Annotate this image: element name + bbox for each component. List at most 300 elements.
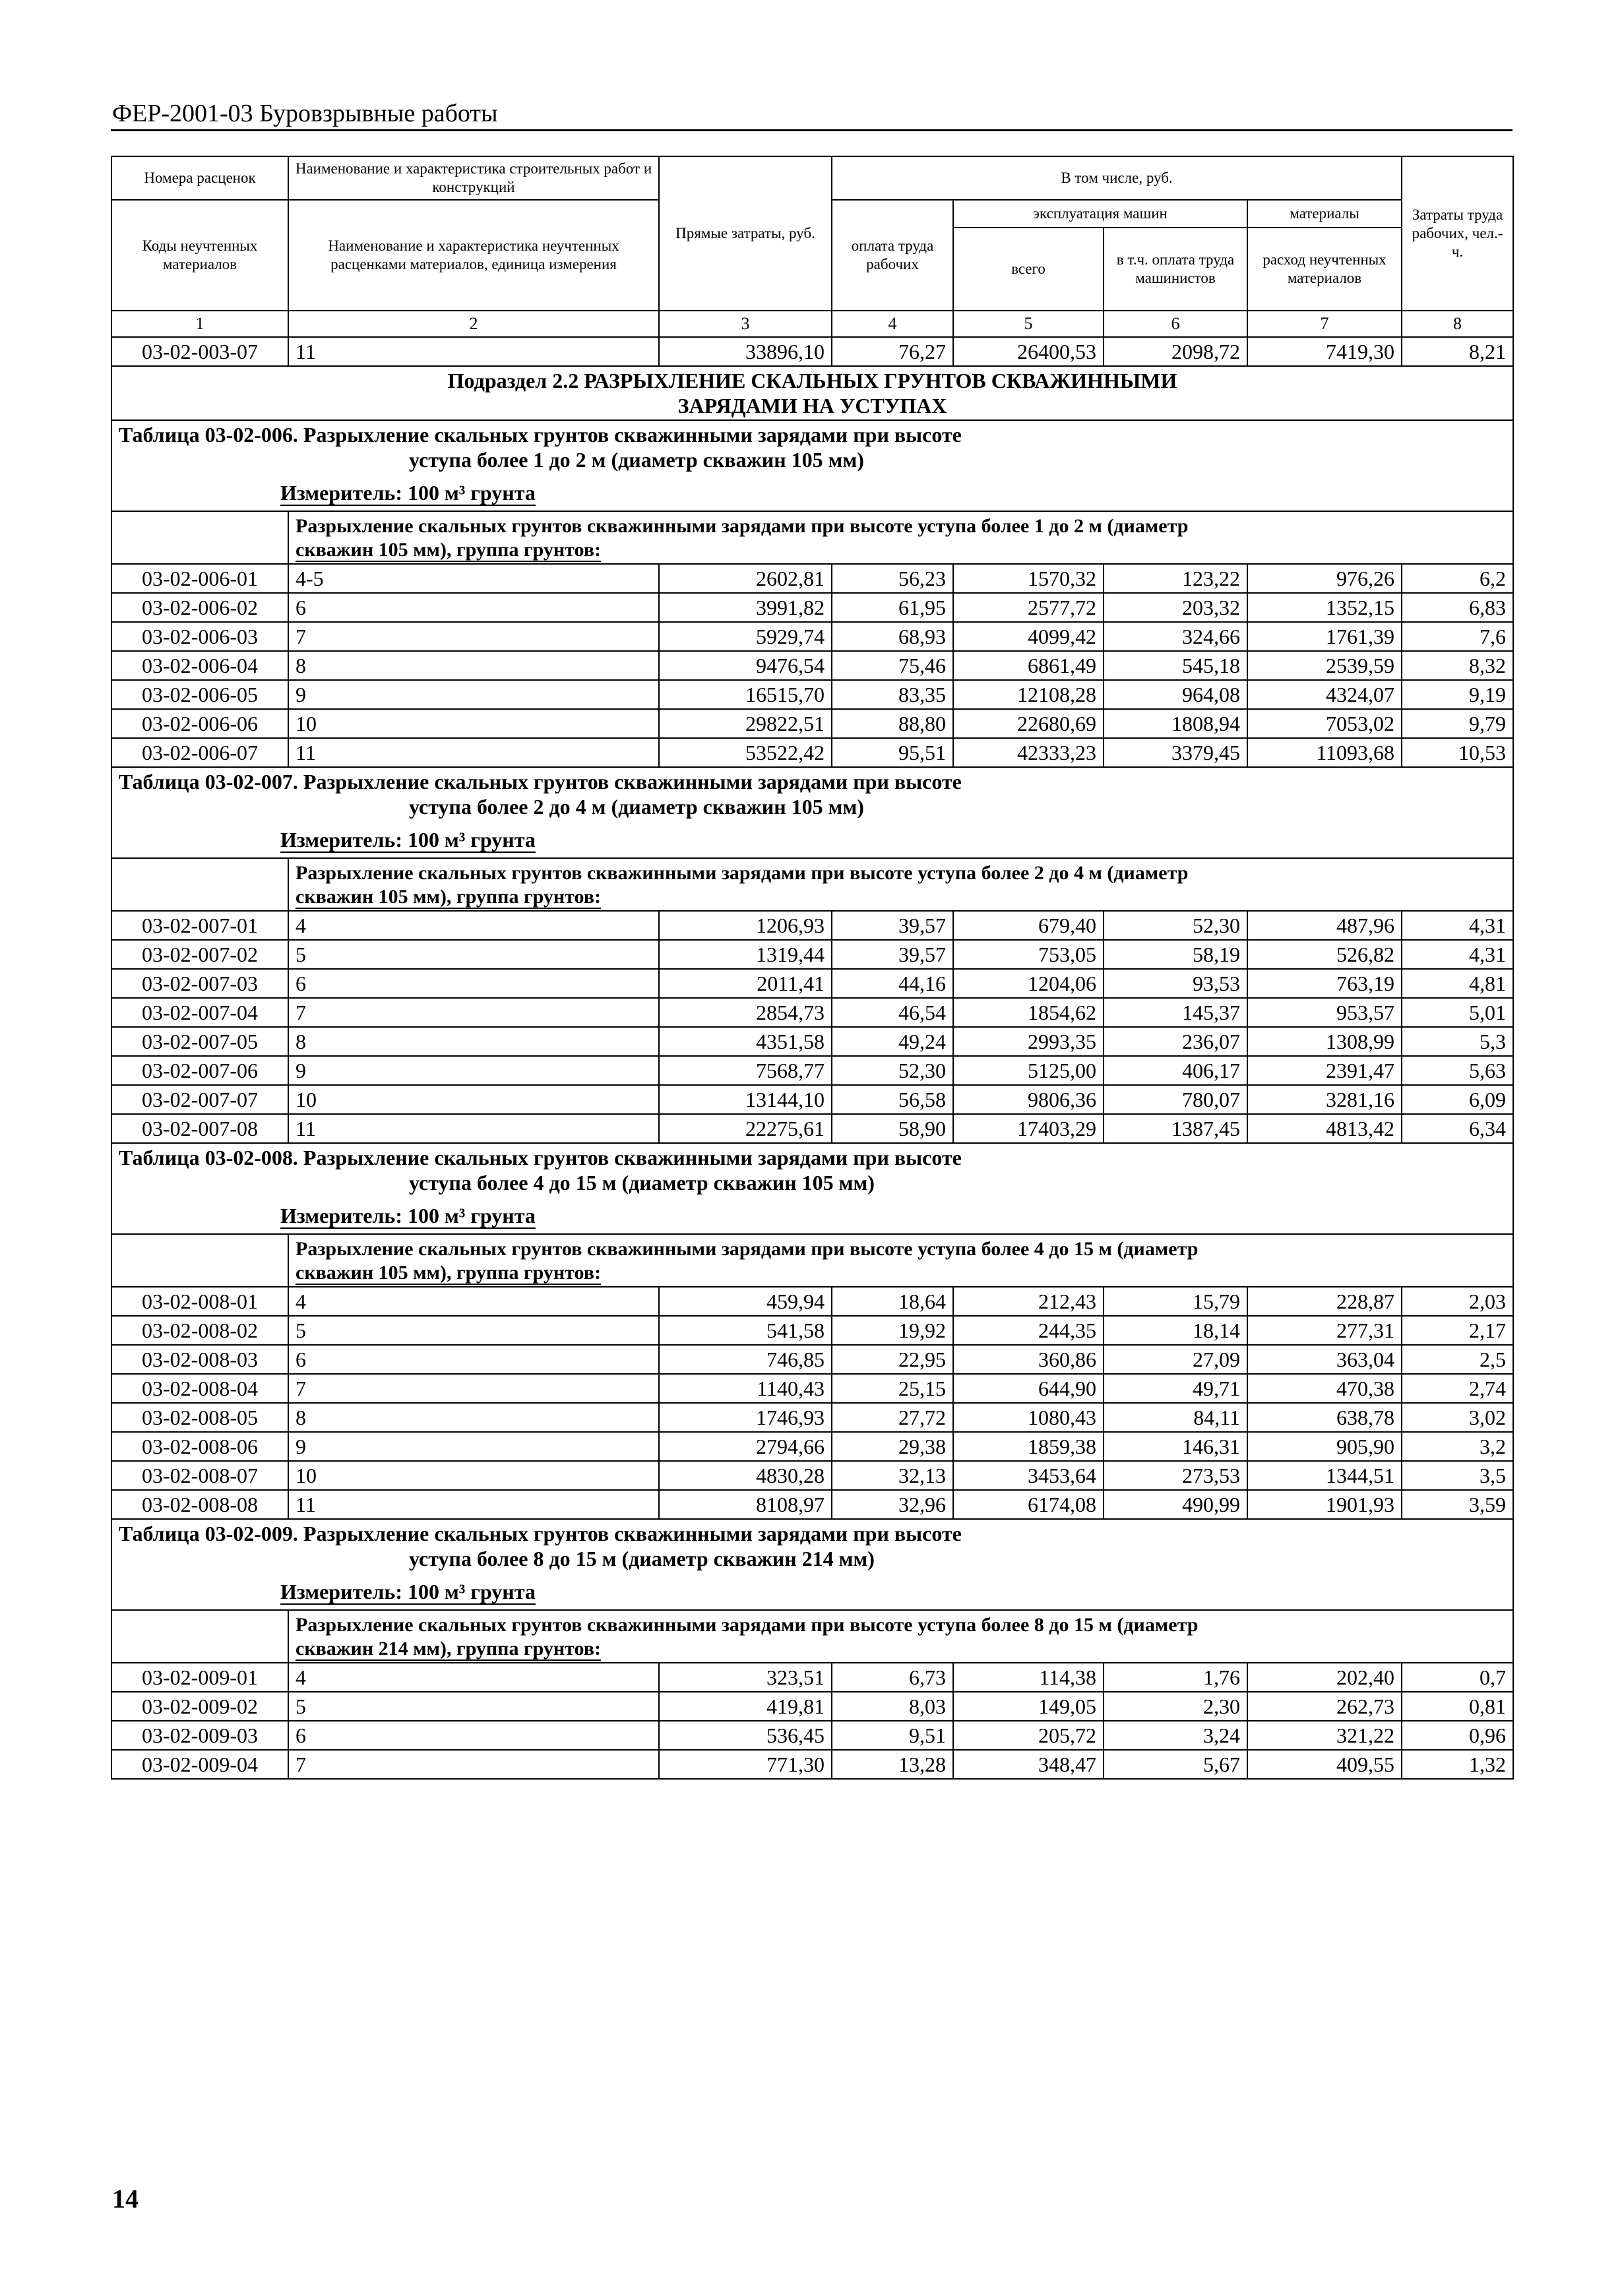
table-title-row xyxy=(111,1519,1513,1610)
table-row xyxy=(111,651,1513,680)
header-labor-costs: Затраты труда рабочих, чел.-ч. xyxy=(1402,156,1513,311)
cell-soil-group: 6 xyxy=(288,969,659,998)
cell-machine-total: 679,40 xyxy=(953,911,1104,940)
cell-labor-hours: 2,74 xyxy=(1402,1374,1513,1403)
cell-direct-costs: 771,30 xyxy=(659,1750,832,1779)
cell-soil-group: 10 xyxy=(288,1461,659,1490)
measure-label: Измеритель: xyxy=(280,1580,408,1603)
group-description xyxy=(288,1610,1513,1663)
cell-materials: 976,26 xyxy=(1247,564,1402,593)
cell-rate-code: 03-02-009-02 xyxy=(111,1692,288,1721)
column-number: 3 xyxy=(659,311,832,337)
cell-machine-total: 1570,32 xyxy=(953,564,1104,593)
cell-labor-hours: 6,34 xyxy=(1402,1114,1513,1143)
column-number: 6 xyxy=(1104,311,1247,337)
table-title-line: уступа более 2 до 4 м (диаметр скважин 105 мм) xyxy=(409,795,864,819)
cell-rate-code: 03-02-008-01 xyxy=(111,1287,288,1316)
cell-soil-group: 7 xyxy=(288,998,659,1027)
cell-labor-hours: 3,59 xyxy=(1402,1490,1513,1519)
cell-labor-hours: 5,3 xyxy=(1402,1027,1513,1056)
cell-machine-total: 2993,35 xyxy=(953,1027,1104,1056)
rates-table xyxy=(111,156,1514,1780)
cell-machine-total: 644,90 xyxy=(953,1374,1104,1403)
cell-soil-group: 9 xyxy=(288,1056,659,1085)
cell-machine-total: 6174,08 xyxy=(953,1490,1104,1519)
column-number: 4 xyxy=(832,311,953,337)
cell-direct-costs: 5929,74 xyxy=(659,622,832,651)
group-line: Разрыхление скальных грунтов скважинными зарядами при высоте уступа более 1 до 2 м (диаметр xyxy=(296,515,1189,537)
table-title-line: Таблица 03-02-006. Разрыхление скальных грунтов скважинными зарядами при высоте xyxy=(119,423,962,447)
group-description xyxy=(288,511,1513,564)
cell-soil-group: 5 xyxy=(288,940,659,969)
table-row xyxy=(111,1490,1513,1519)
cell-rate-code: 03-02-009-01 xyxy=(111,1663,288,1692)
cell-materials: 363,04 xyxy=(1247,1345,1402,1374)
cell-machine-total: 6861,49 xyxy=(953,651,1104,680)
cell-materials: 2539,59 xyxy=(1247,651,1402,680)
cell-machine-total: 149,05 xyxy=(953,1692,1104,1721)
cell-labor-hours: 8,32 xyxy=(1402,651,1513,680)
cell-labor-hours: 10,53 xyxy=(1402,738,1513,767)
cell-operator-pay: 27,09 xyxy=(1104,1345,1247,1374)
cell-materials: 1308,99 xyxy=(1247,1027,1402,1056)
cell-materials: 3281,16 xyxy=(1247,1085,1402,1114)
table-row xyxy=(111,680,1513,709)
cell-direct-costs: 459,94 xyxy=(659,1287,832,1316)
cell-labor-hours: 8,21 xyxy=(1402,337,1513,366)
cell-direct-costs: 13144,10 xyxy=(659,1085,832,1114)
cell-machine-total: 2577,72 xyxy=(953,593,1104,622)
cell-rate-code: 03-02-009-04 xyxy=(111,1750,288,1779)
table-title xyxy=(111,420,1513,511)
cell-direct-costs: 4351,58 xyxy=(659,1027,832,1056)
cell-rate-code: 03-02-006-02 xyxy=(111,593,288,622)
group-row-spacer xyxy=(111,1234,288,1287)
cell-direct-costs: 536,45 xyxy=(659,1721,832,1750)
cell-worker-pay: 32,13 xyxy=(832,1461,953,1490)
header-operator-pay: в т.ч. оплата труда машинистов xyxy=(1104,228,1247,311)
group-line: скважин 214 мм), группа грунтов: xyxy=(296,1638,601,1660)
table-row xyxy=(111,1663,1513,1692)
measure-value: 100 м³ грунта xyxy=(407,481,536,505)
measure-label: Измеритель: xyxy=(280,1204,408,1227)
cell-labor-hours: 4,81 xyxy=(1402,969,1513,998)
cell-materials: 953,57 xyxy=(1247,998,1402,1027)
cell-direct-costs: 3991,82 xyxy=(659,593,832,622)
cell-worker-pay: 18,64 xyxy=(832,1287,953,1316)
cell-materials: 11093,68 xyxy=(1247,738,1402,767)
header-machine-exploitation: эксплуатация машин xyxy=(953,200,1247,228)
measure-unit xyxy=(119,472,1506,509)
cell-operator-pay: 1,76 xyxy=(1104,1663,1247,1692)
cell-rate-code: 03-02-007-02 xyxy=(111,940,288,969)
table-title-line: уступа более 4 до 15 м (диаметр скважин 105 мм) xyxy=(409,1171,875,1195)
cell-worker-pay: 22,95 xyxy=(832,1345,953,1374)
cell-direct-costs: 2011,41 xyxy=(659,969,832,998)
cell-soil-group: 5 xyxy=(288,1692,659,1721)
measure-label: Измеритель: xyxy=(280,481,408,505)
cell-machine-total: 114,38 xyxy=(953,1663,1104,1692)
cell-worker-pay: 61,95 xyxy=(832,593,953,622)
group-line: скважин 105 мм), группа грунтов: xyxy=(296,886,601,908)
cell-direct-costs: 29822,51 xyxy=(659,709,832,738)
table-title-line: Таблица 03-02-009. Разрыхление скальных грунтов скважинными зарядами при высоте xyxy=(119,1522,962,1545)
column-number: 2 xyxy=(288,311,659,337)
cell-soil-group: 4 xyxy=(288,1663,659,1692)
table-row xyxy=(111,1114,1513,1143)
cell-rate-code: 03-02-008-04 xyxy=(111,1374,288,1403)
cell-labor-hours: 7,6 xyxy=(1402,622,1513,651)
cell-materials: 4324,07 xyxy=(1247,680,1402,709)
cell-worker-pay: 68,93 xyxy=(832,622,953,651)
table-row xyxy=(111,998,1513,1027)
cell-labor-hours: 9,19 xyxy=(1402,680,1513,709)
measure-unit xyxy=(119,1195,1506,1232)
cell-worker-pay: 95,51 xyxy=(832,738,953,767)
running-head-rule xyxy=(111,129,1513,131)
cell-soil-group: 4 xyxy=(288,1287,659,1316)
table-row xyxy=(111,969,1513,998)
cell-labor-hours: 4,31 xyxy=(1402,911,1513,940)
header-material-codes: Коды неучтенных материалов xyxy=(111,200,288,311)
group-row-spacer xyxy=(111,858,288,911)
cell-worker-pay: 39,57 xyxy=(832,911,953,940)
cell-operator-pay: 1387,45 xyxy=(1104,1114,1247,1143)
cell-worker-pay: 32,96 xyxy=(832,1490,953,1519)
table-row xyxy=(111,1432,1513,1461)
cell-materials: 7419,30 xyxy=(1247,337,1402,366)
table-title-line: уступа более 1 до 2 м (диаметр скважин 105 мм) xyxy=(409,448,864,472)
cell-materials: 470,38 xyxy=(1247,1374,1402,1403)
cell-rate-code: 03-02-008-03 xyxy=(111,1345,288,1374)
group-row xyxy=(111,511,1513,564)
cell-direct-costs: 8108,97 xyxy=(659,1490,832,1519)
cell-machine-total: 205,72 xyxy=(953,1721,1104,1750)
group-row xyxy=(111,858,1513,911)
cell-rate-code: 03-02-006-03 xyxy=(111,622,288,651)
cell-materials: 262,73 xyxy=(1247,1692,1402,1721)
cell-worker-pay: 8,03 xyxy=(832,1692,953,1721)
cell-direct-costs: 2794,66 xyxy=(659,1432,832,1461)
cell-soil-group: 6 xyxy=(288,1345,659,1374)
cell-labor-hours: 9,79 xyxy=(1402,709,1513,738)
cell-direct-costs: 53522,42 xyxy=(659,738,832,767)
cell-soil-group: 11 xyxy=(288,1490,659,1519)
cell-materials: 1901,93 xyxy=(1247,1490,1402,1519)
group-description xyxy=(288,1234,1513,1287)
cell-operator-pay: 52,30 xyxy=(1104,911,1247,940)
measure-value: 100 м³ грунта xyxy=(407,1204,536,1227)
cell-materials: 202,40 xyxy=(1247,1663,1402,1692)
table-row xyxy=(111,1750,1513,1779)
cell-labor-hours: 0,96 xyxy=(1402,1721,1513,1750)
cell-worker-pay: 46,54 xyxy=(832,998,953,1027)
cell-soil-group: 7 xyxy=(288,1374,659,1403)
measure-unit xyxy=(119,819,1506,856)
cell-soil-group: 9 xyxy=(288,1432,659,1461)
cell-rate-code: 03-02-008-05 xyxy=(111,1403,288,1432)
cell-machine-total: 244,35 xyxy=(953,1316,1104,1345)
cell-operator-pay: 145,37 xyxy=(1104,998,1247,1027)
cell-labor-hours: 2,03 xyxy=(1402,1287,1513,1316)
cell-labor-hours: 0,7 xyxy=(1402,1663,1513,1692)
cell-soil-group: 11 xyxy=(288,1114,659,1143)
cell-worker-pay: 19,92 xyxy=(832,1316,953,1345)
cell-rate-code: 03-02-003-07 xyxy=(111,337,288,366)
table-row xyxy=(111,940,1513,969)
cell-operator-pay: 1808,94 xyxy=(1104,709,1247,738)
cell-operator-pay: 203,32 xyxy=(1104,593,1247,622)
header-material-name: Наименование и характеристика неучтенных расценками материалов, единица измерения xyxy=(288,200,659,311)
cell-labor-hours: 2,5 xyxy=(1402,1345,1513,1374)
cell-rate-code: 03-02-008-02 xyxy=(111,1316,288,1345)
cell-soil-group: 8 xyxy=(288,651,659,680)
cell-worker-pay: 44,16 xyxy=(832,969,953,998)
table-row xyxy=(111,1461,1513,1490)
cell-soil-group: 6 xyxy=(288,1721,659,1750)
cell-rate-code: 03-02-006-05 xyxy=(111,680,288,709)
table-title xyxy=(111,1143,1513,1234)
cell-labor-hours: 3,02 xyxy=(1402,1403,1513,1432)
table-row xyxy=(111,709,1513,738)
cell-operator-pay: 545,18 xyxy=(1104,651,1247,680)
cell-direct-costs: 2602,81 xyxy=(659,564,832,593)
table-title-line: Таблица 03-02-008. Разрыхление скальных грунтов скважинными зарядами при высоте xyxy=(119,1146,962,1169)
cell-worker-pay: 56,23 xyxy=(832,564,953,593)
cell-direct-costs: 4830,28 xyxy=(659,1461,832,1490)
group-line: Разрыхление скальных грунтов скважинными зарядами при высоте уступа более 2 до 4 м (диаметр xyxy=(296,862,1189,884)
cell-worker-pay: 25,15 xyxy=(832,1374,953,1403)
cell-labor-hours: 6,09 xyxy=(1402,1085,1513,1114)
table-row xyxy=(111,1085,1513,1114)
cell-materials: 228,87 xyxy=(1247,1287,1402,1316)
measure-value: 100 м³ грунта xyxy=(407,1580,536,1603)
cell-machine-total: 1204,06 xyxy=(953,969,1104,998)
subsection-title: Подраздел 2.2 РАЗРЫХЛЕНИЕ СКАЛЬНЫХ ГРУНТОВ СКВАЖИННЫМИ ЗАРЯДАМИ НА УСТУПАХ xyxy=(111,366,1513,420)
cell-soil-group: 8 xyxy=(288,1027,659,1056)
cell-rate-code: 03-02-006-06 xyxy=(111,709,288,738)
header-row-1 xyxy=(111,156,1513,200)
cell-soil-group: 10 xyxy=(288,1085,659,1114)
group-line: Разрыхление скальных грунтов скважинными зарядами при высоте уступа более 4 до 15 м (диаметр xyxy=(296,1238,1199,1260)
group-line: скважин 105 мм), группа грунтов: xyxy=(296,1262,601,1284)
cell-soil-group: 11 xyxy=(288,738,659,767)
header-including: В том числе, руб. xyxy=(832,156,1402,200)
measure-unit-text xyxy=(280,828,536,853)
table-row xyxy=(111,1027,1513,1056)
group-description xyxy=(288,858,1513,911)
column-number: 5 xyxy=(953,311,1104,337)
cell-operator-pay: 324,66 xyxy=(1104,622,1247,651)
cell-rate-code: 03-02-007-01 xyxy=(111,911,288,940)
table-row xyxy=(111,622,1513,651)
measure-unit xyxy=(119,1571,1506,1608)
cell-rate-code: 03-02-007-03 xyxy=(111,969,288,998)
cell-direct-costs: 1140,43 xyxy=(659,1374,832,1403)
measure-unit-text xyxy=(280,1204,536,1229)
table-row xyxy=(111,1374,1513,1403)
table-title-line: уступа более 8 до 15 м (диаметр скважин 214 мм) xyxy=(409,1547,875,1570)
measure-label: Измеритель: xyxy=(280,828,408,852)
cell-worker-pay: 9,51 xyxy=(832,1721,953,1750)
cell-direct-costs: 7568,77 xyxy=(659,1056,832,1085)
cell-labor-hours: 0,81 xyxy=(1402,1692,1513,1721)
table-row xyxy=(111,1403,1513,1432)
cell-operator-pay: 2,30 xyxy=(1104,1692,1247,1721)
cell-soil-group: 5 xyxy=(288,1316,659,1345)
cell-rate-code: 03-02-006-01 xyxy=(111,564,288,593)
cell-rate-code: 03-02-007-04 xyxy=(111,998,288,1027)
cell-machine-total: 12108,28 xyxy=(953,680,1104,709)
cell-operator-pay: 5,67 xyxy=(1104,1750,1247,1779)
cell-labor-hours: 4,31 xyxy=(1402,940,1513,969)
cell-labor-hours: 2,17 xyxy=(1402,1316,1513,1345)
cell-materials: 2391,47 xyxy=(1247,1056,1402,1085)
table-row xyxy=(111,1721,1513,1750)
cell-direct-costs: 16515,70 xyxy=(659,680,832,709)
cell-machine-total: 5125,00 xyxy=(953,1056,1104,1085)
cell-operator-pay: 273,53 xyxy=(1104,1461,1247,1490)
column-number: 7 xyxy=(1247,311,1402,337)
cell-materials: 409,55 xyxy=(1247,1750,1402,1779)
cell-operator-pay: 93,53 xyxy=(1104,969,1247,998)
header-rate-numbers: Номера расценок xyxy=(111,156,288,200)
cell-labor-hours: 3,5 xyxy=(1402,1461,1513,1490)
cell-operator-pay: 3,24 xyxy=(1104,1721,1247,1750)
cell-rate-code: 03-02-008-07 xyxy=(111,1461,288,1490)
header-total: всего xyxy=(953,228,1104,311)
cell-worker-pay: 49,24 xyxy=(832,1027,953,1056)
measure-unit-text xyxy=(280,481,536,506)
cell-worker-pay: 75,46 xyxy=(832,651,953,680)
column-number: 8 xyxy=(1402,311,1513,337)
cell-direct-costs: 746,85 xyxy=(659,1345,832,1374)
cell-operator-pay: 123,22 xyxy=(1104,564,1247,593)
cell-operator-pay: 780,07 xyxy=(1104,1085,1247,1114)
cell-soil-group: 7 xyxy=(288,1750,659,1779)
table-title xyxy=(111,1519,1513,1610)
cell-rate-code: 03-02-007-06 xyxy=(111,1056,288,1085)
cell-direct-costs: 9476,54 xyxy=(659,651,832,680)
cell-rate-code: 03-02-006-04 xyxy=(111,651,288,680)
column-numbers-row xyxy=(111,311,1513,337)
cell-machine-total: 17403,29 xyxy=(953,1114,1104,1143)
cell-direct-costs: 1206,93 xyxy=(659,911,832,940)
cell-materials: 1344,51 xyxy=(1247,1461,1402,1490)
table-title xyxy=(111,767,1513,858)
cell-rate-code: 03-02-007-08 xyxy=(111,1114,288,1143)
table-title-row xyxy=(111,767,1513,858)
cell-worker-pay: 56,58 xyxy=(832,1085,953,1114)
table-row xyxy=(111,1316,1513,1345)
cell-rate-code: 03-02-008-06 xyxy=(111,1432,288,1461)
cell-worker-pay: 58,90 xyxy=(832,1114,953,1143)
cell-machine-total: 360,86 xyxy=(953,1345,1104,1374)
cell-operator-pay: 18,14 xyxy=(1104,1316,1247,1345)
cell-labor-hours: 1,32 xyxy=(1402,1750,1513,1779)
cell-soil-group: 10 xyxy=(288,709,659,738)
cell-rate-code: 03-02-007-07 xyxy=(111,1085,288,1114)
table-row xyxy=(111,1287,1513,1316)
cell-rate-code: 03-02-007-05 xyxy=(111,1027,288,1056)
cell-rate-code: 03-02-006-07 xyxy=(111,738,288,767)
header-worker-pay: оплата труда рабочих xyxy=(832,200,953,311)
cell-materials: 905,90 xyxy=(1247,1432,1402,1461)
page-number: 14 xyxy=(112,2184,139,2214)
table-title-row xyxy=(111,1143,1513,1234)
cell-operator-pay: 58,19 xyxy=(1104,940,1247,969)
cell-direct-costs: 419,81 xyxy=(659,1692,832,1721)
group-line: скважин 105 мм), группа грунтов: xyxy=(296,539,601,561)
cell-direct-costs: 1319,44 xyxy=(659,940,832,969)
cell-machine-total: 26400,53 xyxy=(953,337,1104,366)
cell-operator-pay: 3379,45 xyxy=(1104,738,1247,767)
cell-machine-total: 1854,62 xyxy=(953,998,1104,1027)
header-work-name: Наименование и характеристика строительных работ и конструкций xyxy=(288,156,659,200)
cell-operator-pay: 84,11 xyxy=(1104,1403,1247,1432)
cell-soil-group: 4 xyxy=(288,911,659,940)
header-materials: материалы xyxy=(1247,200,1402,228)
cell-machine-total: 753,05 xyxy=(953,940,1104,969)
table-row xyxy=(111,1345,1513,1374)
table-row xyxy=(111,337,1513,366)
cell-worker-pay: 88,80 xyxy=(832,709,953,738)
measure-value: 100 м³ грунта xyxy=(407,828,536,852)
cell-materials: 1352,15 xyxy=(1247,593,1402,622)
cell-labor-hours: 5,63 xyxy=(1402,1056,1513,1085)
cell-direct-costs: 22275,61 xyxy=(659,1114,832,1143)
table-title-row xyxy=(111,420,1513,511)
cell-machine-total: 22680,69 xyxy=(953,709,1104,738)
cell-materials: 321,22 xyxy=(1247,1721,1402,1750)
cell-machine-total: 1080,43 xyxy=(953,1403,1104,1432)
cell-soil-group: 6 xyxy=(288,593,659,622)
header-direct-costs: Прямые затраты, руб. xyxy=(659,156,832,311)
cell-materials: 4813,42 xyxy=(1247,1114,1402,1143)
cell-direct-costs: 2854,73 xyxy=(659,998,832,1027)
cell-worker-pay: 6,73 xyxy=(832,1663,953,1692)
cell-direct-costs: 1746,93 xyxy=(659,1403,832,1432)
cell-materials: 1761,39 xyxy=(1247,622,1402,651)
group-row-spacer xyxy=(111,511,288,564)
subsection-row xyxy=(111,366,1513,420)
cell-materials: 638,78 xyxy=(1247,1403,1402,1432)
cell-operator-pay: 406,17 xyxy=(1104,1056,1247,1085)
cell-operator-pay: 2098,72 xyxy=(1104,337,1247,366)
table-row xyxy=(111,564,1513,593)
cell-operator-pay: 15,79 xyxy=(1104,1287,1247,1316)
cell-machine-total: 3453,64 xyxy=(953,1461,1104,1490)
cell-worker-pay: 76,27 xyxy=(832,337,953,366)
cell-operator-pay: 146,31 xyxy=(1104,1432,1247,1461)
table-title-line: Таблица 03-02-007. Разрыхление скальных грунтов скважинными зарядами при высоте xyxy=(119,770,962,793)
table-row xyxy=(111,593,1513,622)
cell-labor-hours: 6,83 xyxy=(1402,593,1513,622)
cell-machine-total: 1859,38 xyxy=(953,1432,1104,1461)
running-head: ФЕР-2001-03 Буровзрывные работы xyxy=(112,100,498,127)
cell-direct-costs: 323,51 xyxy=(659,1663,832,1692)
cell-machine-total: 42333,23 xyxy=(953,738,1104,767)
header-material-consumption: расход неучтенных материалов xyxy=(1247,228,1402,311)
cell-worker-pay: 83,35 xyxy=(832,680,953,709)
column-number: 1 xyxy=(111,311,288,337)
table-row xyxy=(111,738,1513,767)
cell-materials: 763,19 xyxy=(1247,969,1402,998)
cell-rate-code: 03-02-008-08 xyxy=(111,1490,288,1519)
cell-worker-pay: 39,57 xyxy=(832,940,953,969)
cell-machine-total: 4099,42 xyxy=(953,622,1104,651)
cell-machine-total: 348,47 xyxy=(953,1750,1104,1779)
